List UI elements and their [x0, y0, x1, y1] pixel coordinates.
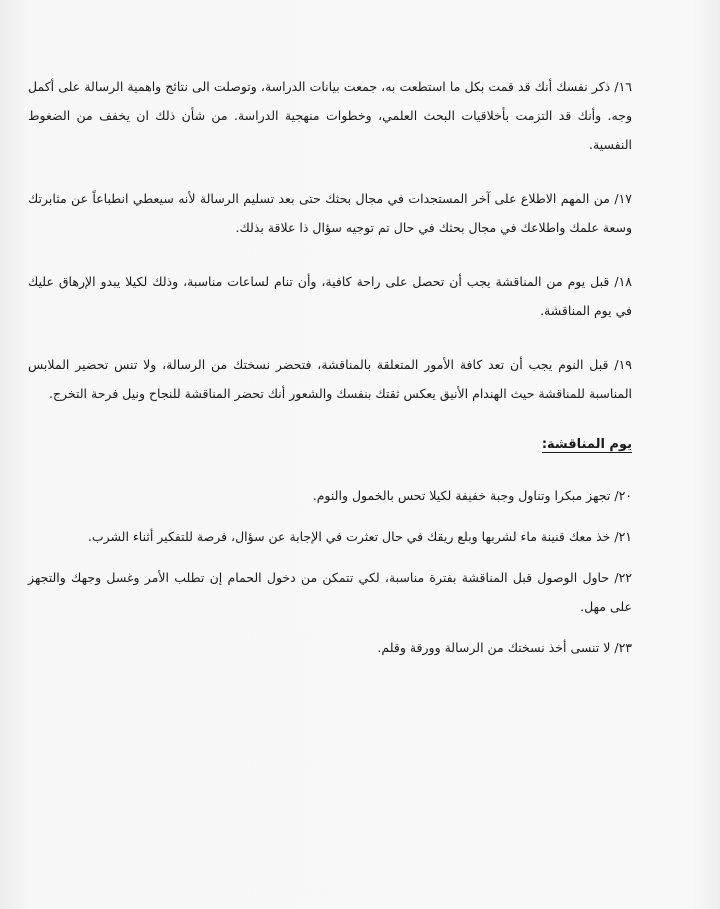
- paragraph-16: ١٦/ ذكر نفسك أنك قد قمت بكل ما استطعت به، جمعت بيانات الدراسة، وتوصلت الى نتائج واهمية الرسالة على أكمل وجه. وأنك قد التزمت بأخلاقيات البحث العلمي، وخطوات منهجية الدراسة. من شأن ذلك ان يخفف من الضغوط النفسية.: [28, 79, 632, 152]
- document-body: [28, 72, 632, 662]
- paragraph-19: ١٩/ قبل النوم يجب أن تعد كافة الأمور المتعلقة بالمناقشة، فتحضر نسختك من الرسالة، ولا تنس تحضير الملابس المناسبة للمناقشة حيث الهندام الأنيق يعكس ثقتك بنفسك والشعور أنك تحضر المناقشة للنجاح ونيل فرحة التخرج.: [28, 357, 632, 401]
- paragraph-23: ٢٣/ لا تنسى أخذ نسختك من الرسالة وورقة وقلم.: [377, 640, 632, 655]
- section-heading: يوم المناقشة:: [541, 437, 632, 452]
- paragraph-21: ٢١/ خذ معك قنينة ماء لشربها وبلع ريقك في حال تعثرت في الإجابة عن سؤال، فرصة للتفكير أثناء الشرب.: [87, 529, 632, 544]
- paragraph-20: ٢٠/ تجهز مبكرا وتناول وجبة خفيفة لكيلا تحس بالخمول والنوم.: [312, 488, 632, 503]
- paragraph-22: ٢٢/ حاول الوصول قبل المناقشة بفترة مناسبة، لكي تتمكن من دخول الحمام إن تطلب الأمر وغسل وجهك والتجهز على مهل.: [28, 570, 632, 614]
- paragraph-17: ١٧/ من المهم الاطلاع على آخر المستجدات في مجال بحثك حتى بعد تسليم الرسالة لأنه سيعطي انطباعاً عن مثابرتك وسعة علمك واطلاعك في مجال بحثك في حال تم توجيه سؤال ذا علاقة بذلك.: [28, 191, 632, 235]
- paragraph-18: ١٨/ قبل يوم من المناقشة يجب أن تحصل على راحة كافية، وأن تنام لساعات مناسبة، وذلك لكيلا يبدو الإرهاق عليك في يوم المناقشة.: [28, 274, 632, 318]
